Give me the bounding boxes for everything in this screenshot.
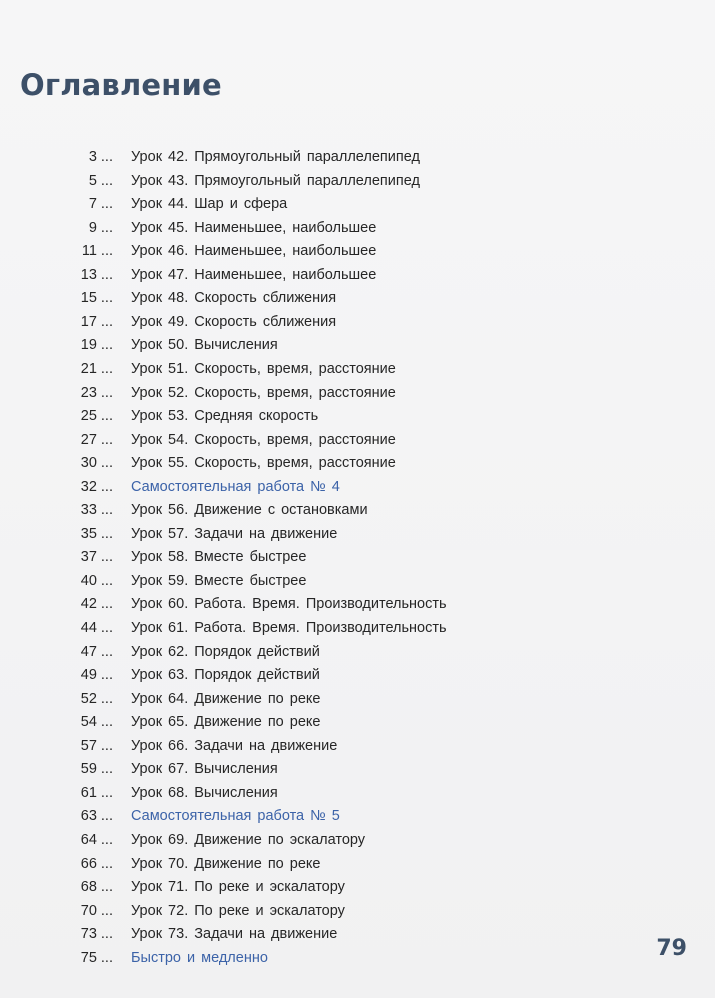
toc-page-number: 7 ... (88, 196, 113, 213)
toc-page-number: 17 ... (80, 313, 113, 330)
toc-lesson-row (0, 593, 600, 617)
toc-page-number: 11 ... (81, 243, 113, 260)
toc-page-number: 63 ... (80, 808, 113, 825)
toc-lesson-row (0, 782, 600, 806)
toc-lesson-row (0, 264, 600, 288)
toc-lesson-row (0, 688, 600, 712)
toc-lesson-row (0, 287, 600, 311)
page-number: 79 (656, 936, 687, 961)
toc-page-number: 32 ... (80, 478, 113, 495)
toc-page-number: 13 ... (80, 266, 113, 283)
toc-lesson-row (0, 570, 600, 594)
toc-lesson-row (0, 853, 600, 877)
toc-lesson-row (0, 758, 600, 782)
toc-page-number: 68 ... (80, 879, 113, 896)
toc-page-number: 42 ... (80, 596, 113, 613)
toc-page-number: 30 ... (80, 455, 113, 472)
toc-lesson-row (0, 334, 600, 358)
toc-lesson-row (0, 523, 600, 547)
toc-section-row (0, 476, 600, 500)
toc-entry-label: Самостоятельная работа № 5 (131, 808, 340, 825)
toc-entry-label: Урок 56. Движение с остановками (131, 502, 368, 519)
toc-entry-label: Урок 58. Вместе быстрее (131, 549, 307, 566)
toc-entry-label: Урок 45. Наименьшее, наибольшее (131, 219, 377, 236)
toc-page-number: 33 ... (80, 502, 113, 519)
toc-entry-label: Урок 53. Средняя скорость (131, 408, 319, 425)
toc-entry-label: Урок 46. Наименьшее, наибольшее (131, 243, 377, 260)
toc-page-number: 37 ... (80, 549, 113, 566)
toc-lesson-row (0, 146, 600, 170)
toc-lesson-row (0, 452, 600, 476)
toc-page-number: 66 ... (80, 855, 113, 872)
toc-page-number: 9 ... (88, 219, 113, 236)
toc-entry-label: Урок 71. По реке и эскалатору (131, 879, 345, 896)
toc-lesson-row (0, 358, 600, 382)
toc-entry-label: Урок 57. Задачи на движение (131, 525, 338, 542)
toc-entry-label: Самостоятельная работа № 4 (131, 478, 340, 495)
toc-entry-label: Урок 59. Вместе быстрее (131, 572, 307, 589)
toc-lesson-row (0, 617, 600, 641)
toc-lesson-row (0, 641, 600, 665)
toc-page-number: 3 ... (88, 149, 113, 165)
page-title: Оглавление (20, 68, 222, 102)
toc-page-number: 35 ... (80, 525, 113, 542)
toc-lesson-row (0, 240, 600, 264)
toc-entry-label: Урок 70. Движение по реке (131, 855, 321, 872)
toc-entry-label: Быстро и медленно (131, 949, 268, 966)
toc-page-number: 49 ... (80, 667, 113, 684)
toc-entry-label: Урок 52. Скорость, время, расстояние (131, 384, 396, 401)
toc-page-number: 57 ... (80, 737, 113, 754)
toc-entry-label: Урок 47. Наименьшее, наибольшее (131, 266, 377, 283)
toc-page-number: 61 ... (80, 784, 113, 801)
toc-page-number: 70 ... (80, 902, 113, 919)
toc-page-number: 40 ... (80, 572, 113, 589)
toc-page-number: 47 ... (80, 643, 113, 660)
toc-entry-label: Урок 68. Вычисления (131, 784, 278, 801)
toc-lesson-row (0, 546, 600, 570)
toc-entry-label: Урок 44. Шар и сфера (131, 196, 288, 213)
toc-lesson-row (0, 735, 600, 759)
toc-page-number: 25 ... (80, 408, 113, 425)
toc-entry-label: Урок 63. Порядок действий (131, 667, 320, 684)
toc-entry-label: Урок 49. Скорость сближения (131, 313, 337, 330)
toc-entry-label: Урок 54. Скорость, время, расстояние (131, 431, 396, 448)
toc-lesson-row (0, 829, 600, 853)
toc-lesson-row (0, 405, 600, 429)
toc-lesson-row (0, 876, 600, 900)
toc-entry-label: Урок 69. Движение по эскалатору (131, 831, 366, 848)
toc-page-number: 27 ... (80, 431, 113, 448)
toc-lesson-row (0, 382, 600, 406)
toc-entry-label: Урок 72. По реке и эскалатору (131, 902, 345, 919)
toc-entry-label: Урок 60. Работа. Время. Производительность (131, 596, 447, 613)
toc-lesson-row (0, 923, 600, 947)
toc-entry-label: Урок 42. Прямоугольный параллелепипед (131, 149, 420, 165)
toc-page-number: 5 ... (88, 172, 113, 189)
toc-page-number: 19 ... (80, 337, 113, 354)
toc-page-number: 73 ... (80, 926, 113, 943)
toc-entry-label: Урок 64. Движение по реке (131, 690, 321, 707)
toc-lesson-row (0, 193, 600, 217)
toc-section-row (0, 805, 600, 829)
toc-lesson-row (0, 217, 600, 241)
toc-lesson-row (0, 711, 600, 735)
toc-lesson-row (0, 170, 600, 194)
toc-entry-label: Урок 51. Скорость, время, расстояние (131, 360, 396, 377)
toc-entry-label: Урок 73. Задачи на движение (131, 926, 338, 943)
toc-page-number: 21 ... (80, 360, 113, 377)
toc-entry-label: Урок 55. Скорость, время, расстояние (131, 455, 396, 472)
toc-entry-label: Урок 61. Работа. Время. Производительность (131, 620, 447, 636)
toc-lesson-row (0, 664, 600, 688)
toc-page-number: 59 ... (80, 761, 113, 778)
toc-entry-label: Урок 62. Порядок действий (131, 643, 320, 660)
toc-entry-label: Урок 67. Вычисления (131, 761, 278, 778)
toc-lesson-row (0, 499, 600, 523)
toc-lesson-row (0, 900, 600, 924)
toc-page-number: 52 ... (80, 690, 113, 707)
toc-entry-label: Урок 66. Задачи на движение (131, 737, 338, 754)
toc-lesson-row (0, 311, 600, 335)
toc-page-number: 54 ... (80, 714, 113, 731)
toc-entry-label: Урок 50. Вычисления (131, 337, 278, 354)
toc-page-number: 64 ... (80, 831, 113, 848)
toc-entry-label: Урок 48. Скорость сближения (131, 290, 337, 307)
toc-page-number: 23 ... (80, 384, 113, 401)
toc-page-number: 75 ... (80, 949, 113, 966)
toc-section-row (0, 947, 600, 971)
toc-entry-label: Урок 65. Движение по реке (131, 714, 321, 731)
toc-lesson-row (0, 429, 600, 453)
toc-page-number: 44 ... (80, 620, 113, 636)
toc-entry-label: Урок 43. Прямоугольный параллелепипед (131, 172, 420, 189)
toc-page-number: 15 ... (80, 290, 113, 307)
